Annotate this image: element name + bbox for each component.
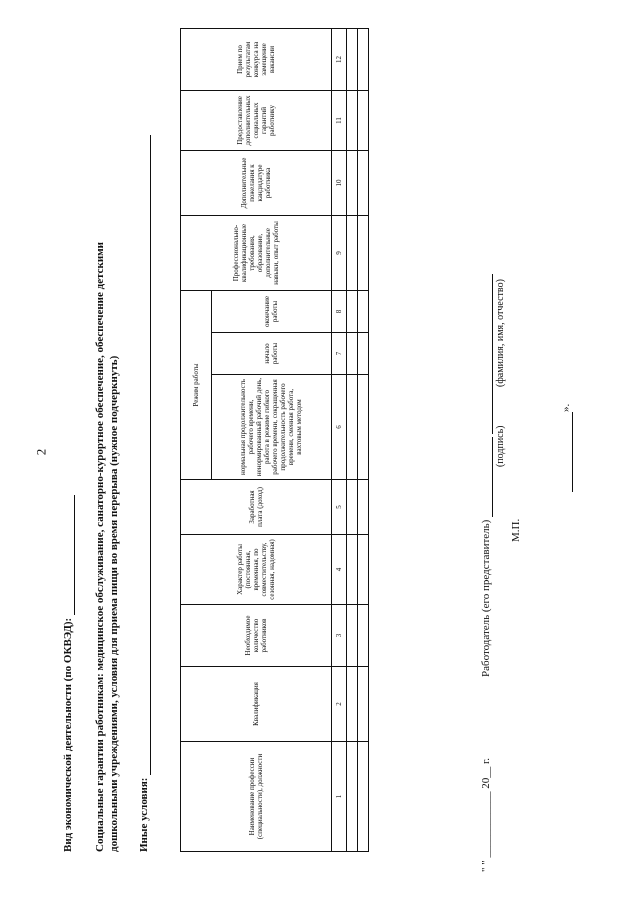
col-num: 6 bbox=[332, 375, 347, 480]
header-wishes: Дополнительные пожелания к кандидатуре работника bbox=[181, 150, 332, 215]
col-num: 7 bbox=[332, 333, 347, 375]
subheader-end: окончание работы bbox=[211, 290, 331, 332]
header-salary: Заработная плата (доход) bbox=[181, 480, 332, 535]
guarantees-line-1: Социальные гарантии работникам: медицинское обслуживание, санаторно-курортное обеспечение, обеспечение детскими bbox=[94, 241, 106, 852]
header-work-mode: Режим работы bbox=[181, 290, 212, 479]
header-social-guarantees: Предоставление дополнительных социальных гарантий работнику bbox=[181, 90, 332, 150]
header-competition: Прием по результатам конкурса на замещение вакансии bbox=[181, 28, 332, 90]
header-count: Необходимое количество работников bbox=[181, 605, 332, 667]
page-number: 2 bbox=[33, 448, 49, 456]
col-num: 4 bbox=[332, 535, 347, 605]
header-work-nature: Характер работы (постоянная, временная, по совместительству, сезонная, надомная) bbox=[181, 535, 332, 605]
closing-quote-line: ». bbox=[560, 404, 573, 492]
subheader-work-time: нормальная продолжительность рабочего времени, ненормированный рабочий день, работа в режиме гибкого рабочего времени, сокращенная продолжительность рабочего времени, сменная работа, вахтовым методом bbox=[211, 375, 331, 480]
col-num: 8 bbox=[332, 290, 347, 332]
col-num: 3 bbox=[332, 605, 347, 667]
okved-label: Вид экономической деятельности (по ОКВЭД): bbox=[62, 495, 75, 852]
header-requirements: Профессионально-квалификационные требования, образование, дополнительные навыки, опыт работы bbox=[181, 215, 332, 290]
header-profession: Наименование профессии (специальности), должности bbox=[181, 742, 332, 852]
col-num: 12 bbox=[332, 28, 347, 90]
table-row bbox=[347, 28, 358, 851]
rotated-form bbox=[20, 2, 620, 902]
col-num: 1 bbox=[332, 742, 347, 852]
date-line: " " ____________ 20__ г. bbox=[480, 757, 492, 872]
subheader-start: начало работы bbox=[211, 333, 331, 375]
guarantees-line-2: дошкольными учреждениями, условия для приема пищи во время перерыва (нужное подчеркнуть) bbox=[108, 355, 120, 852]
col-num: 10 bbox=[332, 150, 347, 215]
column-number-row bbox=[332, 28, 347, 851]
col-num: 2 bbox=[332, 667, 347, 742]
col-num: 9 bbox=[332, 215, 347, 290]
employer-label: Работодатель (его представитель) bbox=[480, 274, 493, 677]
vacancy-table bbox=[180, 28, 369, 852]
header-qualification: Квалификация bbox=[181, 667, 332, 742]
signature-caption: (подпись) bbox=[495, 425, 506, 467]
stamp-label: М.П. bbox=[510, 518, 522, 542]
other-conditions-label: Иные условия: bbox=[138, 135, 151, 852]
table-row bbox=[358, 28, 369, 851]
col-num: 5 bbox=[332, 480, 347, 535]
name-caption: (фамилия, имя, отчество) bbox=[495, 279, 506, 387]
col-num: 11 bbox=[332, 90, 347, 150]
